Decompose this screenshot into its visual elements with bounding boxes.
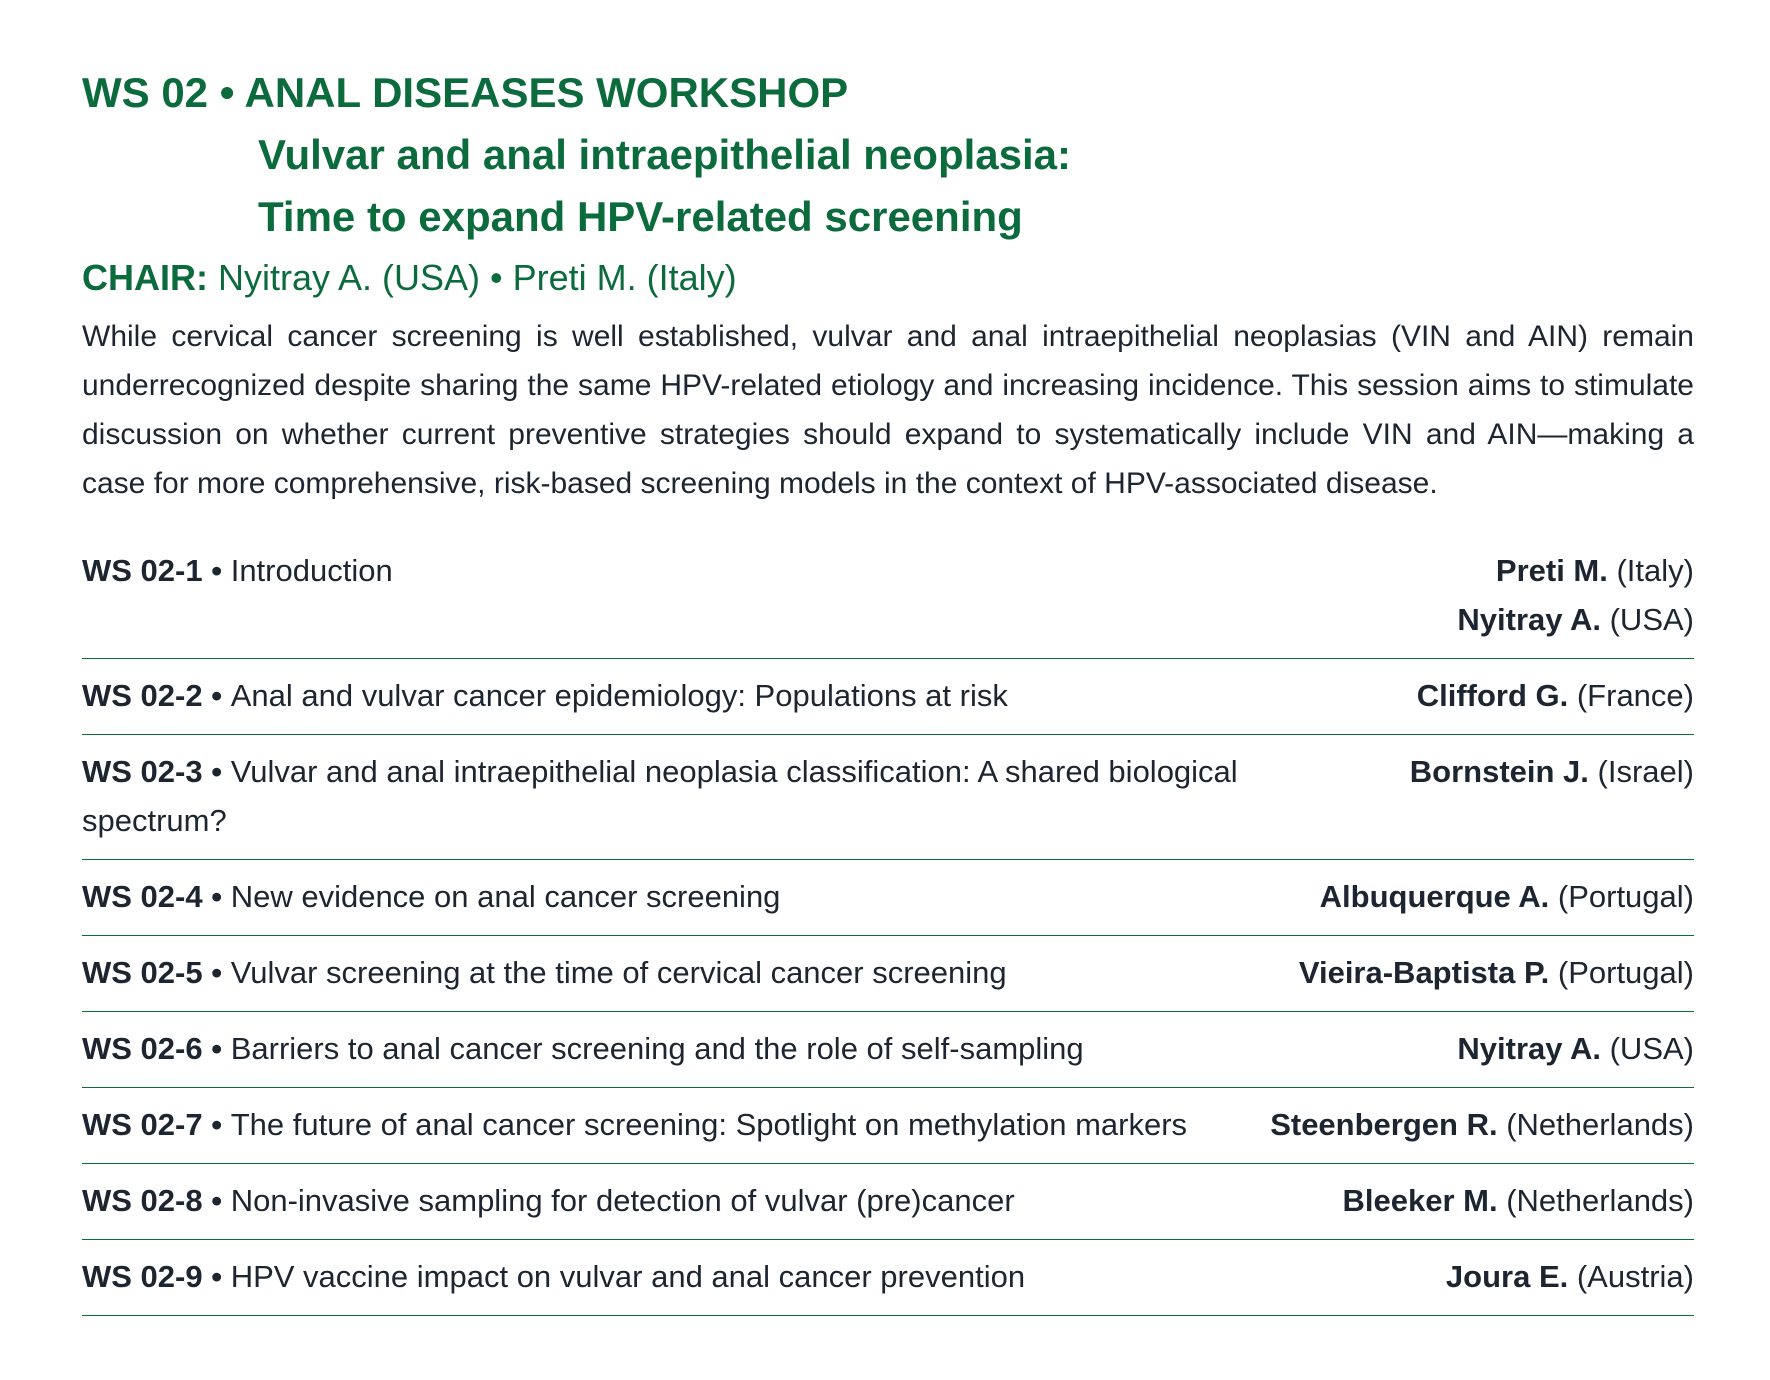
program-code: WS 02-4 bbox=[82, 879, 203, 914]
program-title: HPV vaccine impact on vulvar and anal cancer prevention bbox=[230, 1259, 1026, 1294]
program-row bbox=[82, 1012, 1694, 1088]
speaker-country: (France) bbox=[1568, 678, 1694, 713]
program-topic bbox=[82, 671, 1417, 720]
speaker-name: Steenbergen R. bbox=[1270, 1107, 1498, 1142]
program-row bbox=[82, 860, 1694, 936]
program-speakers bbox=[1343, 1176, 1695, 1225]
session-description: While cervical cancer screening is well established, vulvar and anal intraepithelial neoplasias (VIN and AIN) remain underrecognized despite sharing the same HPV-related etiology and increasing incidence. This session aims to stimulate discussion on whether current preventive strategies should expand to systematically include VIN and AIN—making a case for more comprehensive, risk-based screening models in the context of HPV-associated disease. bbox=[82, 320, 1694, 500]
program-code: WS 02-6 bbox=[82, 1031, 203, 1066]
speaker bbox=[1457, 1024, 1694, 1073]
chair-names: Nyitray A. (USA) • Preti M. (Italy) bbox=[207, 257, 737, 298]
program-code: WS 02-8 bbox=[82, 1183, 203, 1218]
speaker-country: (Israel) bbox=[1588, 754, 1694, 789]
program-row bbox=[82, 1240, 1694, 1316]
speaker-name: Albuquerque A. bbox=[1319, 879, 1550, 914]
speaker bbox=[1417, 671, 1694, 720]
program-topic bbox=[82, 1252, 1446, 1301]
speaker-country: (Portugal) bbox=[1549, 879, 1694, 914]
program-row bbox=[82, 936, 1694, 1012]
program-title: Introduction bbox=[230, 553, 393, 588]
speaker-country: (Portugal) bbox=[1549, 955, 1694, 990]
program-code: WS 02-1 bbox=[82, 553, 203, 588]
speaker-name: Bleeker M. bbox=[1342, 1183, 1498, 1218]
bullet-separator: • bbox=[202, 879, 231, 914]
bullet-separator: • bbox=[202, 1259, 231, 1294]
program-topic bbox=[82, 948, 1299, 997]
program-speakers bbox=[1320, 872, 1694, 921]
program-list bbox=[82, 546, 1694, 1316]
workshop-page bbox=[82, 62, 1694, 1316]
program-speakers bbox=[1457, 546, 1694, 644]
program-code: WS 02-9 bbox=[82, 1259, 203, 1294]
program-title: Barriers to anal cancer screening and the role of self-sampling bbox=[230, 1031, 1084, 1066]
speaker bbox=[1457, 595, 1694, 644]
program-topic bbox=[82, 872, 1320, 921]
program-row bbox=[82, 659, 1694, 735]
program-speakers bbox=[1270, 1100, 1694, 1149]
program-row bbox=[82, 735, 1694, 860]
program-title: Vulvar and anal intraepithelial neoplasia classification: A shared biological spectrum? bbox=[82, 754, 1238, 838]
bullet-separator: • bbox=[202, 678, 231, 713]
speaker-country: (Italy) bbox=[1607, 553, 1694, 588]
speaker-name: Bornstein J. bbox=[1409, 754, 1589, 789]
program-speakers bbox=[1457, 1024, 1694, 1073]
speaker-country: (Austria) bbox=[1568, 1259, 1694, 1294]
speaker bbox=[1457, 546, 1694, 595]
bullet-separator: • bbox=[202, 1031, 231, 1066]
program-speakers bbox=[1299, 948, 1694, 997]
program-topic bbox=[82, 1176, 1343, 1225]
speaker bbox=[1299, 948, 1694, 997]
bullet-separator: • bbox=[202, 754, 231, 789]
program-code: WS 02-2 bbox=[82, 678, 203, 713]
program-title: Anal and vulvar cancer epidemiology: Populations at risk bbox=[230, 678, 1008, 713]
program-code: WS 02-7 bbox=[82, 1107, 203, 1142]
speaker bbox=[1446, 1252, 1694, 1301]
speaker-country: (Netherlands) bbox=[1497, 1107, 1694, 1142]
speaker-name: Nyitray A. bbox=[1457, 1031, 1601, 1066]
program-row bbox=[82, 1088, 1694, 1164]
speaker-name: Preti M. bbox=[1495, 553, 1608, 588]
bullet-separator: • bbox=[202, 955, 231, 990]
program-title: Non-invasive sampling for detection of vulvar (pre)cancer bbox=[230, 1183, 1015, 1218]
speaker bbox=[1270, 1100, 1694, 1149]
program-topic bbox=[82, 1100, 1270, 1149]
speaker bbox=[1410, 747, 1694, 796]
program-speakers bbox=[1410, 747, 1694, 796]
program-code: WS 02-5 bbox=[82, 955, 203, 990]
chair-label: CHAIR: bbox=[82, 257, 208, 298]
bullet-separator: • bbox=[202, 1107, 231, 1142]
workshop-header bbox=[82, 62, 1694, 306]
speaker-name: Joura E. bbox=[1445, 1259, 1569, 1294]
speaker-country: (Netherlands) bbox=[1497, 1183, 1694, 1218]
program-code: WS 02-3 bbox=[82, 754, 203, 789]
speaker-country: (USA) bbox=[1601, 1031, 1694, 1066]
speaker-name: Clifford G. bbox=[1416, 678, 1569, 713]
program-title: New evidence on anal cancer screening bbox=[230, 879, 781, 914]
program-row bbox=[82, 1164, 1694, 1240]
program-row bbox=[82, 546, 1694, 659]
bullet-separator: • bbox=[202, 1183, 231, 1218]
program-topic bbox=[82, 1024, 1457, 1073]
speaker bbox=[1320, 872, 1694, 921]
speaker-name: Nyitray A. bbox=[1457, 602, 1601, 637]
speaker-name: Vieira-Baptista P. bbox=[1298, 955, 1550, 990]
program-speakers bbox=[1417, 671, 1694, 720]
program-topic bbox=[82, 747, 1410, 845]
speaker bbox=[1343, 1176, 1695, 1225]
program-speakers bbox=[1446, 1252, 1694, 1301]
workshop-subtitle-line-2: Time to expand HPV-related screening bbox=[258, 193, 1023, 240]
speaker-country: (USA) bbox=[1601, 602, 1694, 637]
program-topic bbox=[82, 546, 1457, 595]
workshop-title: WS 02 • ANAL DISEASES WORKSHOP bbox=[82, 69, 849, 116]
program-title: The future of anal cancer screening: Spotlight on methylation markers bbox=[230, 1107, 1188, 1142]
workshop-subtitle-line-1: Vulvar and anal intraepithelial neoplasia: bbox=[258, 131, 1072, 178]
chair-line bbox=[82, 250, 1694, 306]
program-title: Vulvar screening at the time of cervical cancer screening bbox=[230, 955, 1007, 990]
bullet-separator: • bbox=[202, 553, 231, 588]
